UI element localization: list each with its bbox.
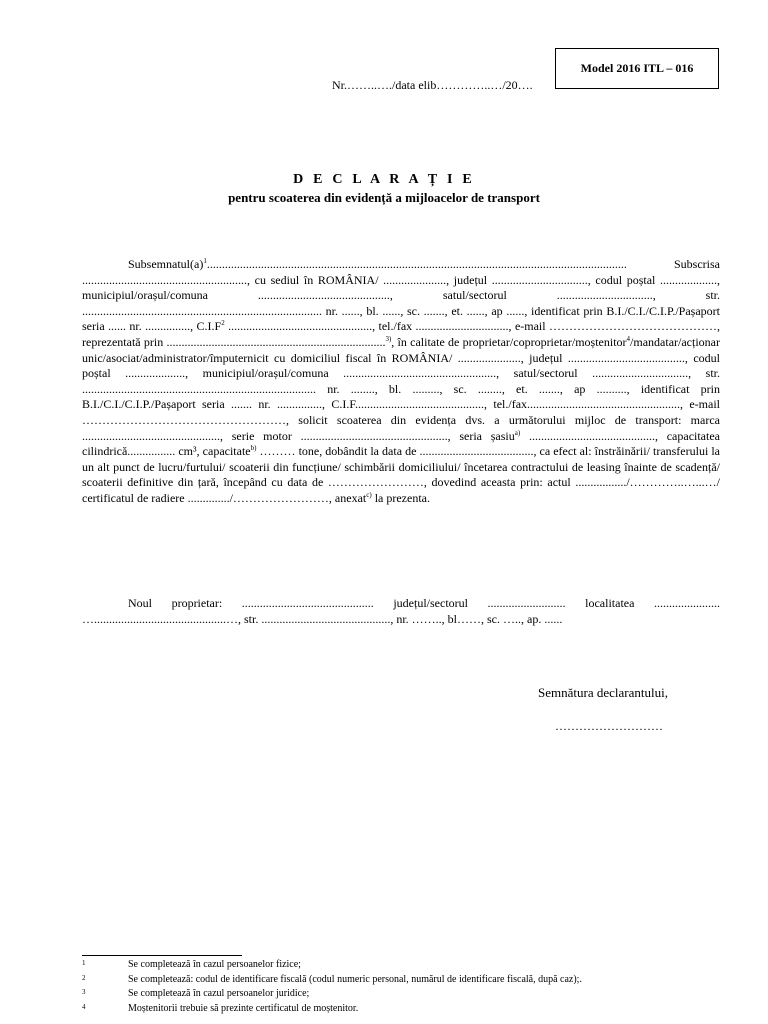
document-subtitle: pentru scoaterea din evidență a mijloacelor de transport bbox=[228, 190, 540, 205]
footnote-item bbox=[82, 1002, 722, 1017]
footnote-item bbox=[82, 973, 722, 988]
signature-line: ……………………… bbox=[555, 719, 663, 733]
footnote-item bbox=[82, 958, 722, 973]
new-owner-text: Noul proprietar: ............................................ județul/sectorul .......................... localitatea ...................... …............................................…, str. ..........................................., nr. …….., bl……, sc. ….., ap. ...... bbox=[82, 596, 720, 626]
footnote-number: 2 bbox=[82, 973, 86, 982]
declaration-text-part: ……… tone, dobândit la data de ......................................, ca efect al: înstrăinării/ transferului la un alt punct de lucru/furtului/ scoaterii din funcțiune/ schimbării domiciliului/ încetarea contractului de leasing înainte de scadență/ scoaterii definitive din țară, începând cu data de ……………………, dovedind aceasta prin: actul ................./…………..…...…/ certificatul de radiere ............../……………………, anexat bbox=[82, 444, 721, 505]
declaration-text-part: ............................................................................................................................................ Subscrisa ......................................................., cu sediul în ROMÂNIA/ ....................., județul ................................, codul poștal ..................., municipiul/orașul/comuna ............................................, satul/sectorul ................................, str. ................................................................................ nr. ......, bl. ......, sc. ......., et. ......, ap ......, identificat prin B.I./C.I./C.I.P./Pașaport seria ...... nr. ..............., C.I.F bbox=[82, 257, 720, 334]
footnote-ref: 1 bbox=[203, 257, 207, 265]
footnote-ref: 3) bbox=[385, 334, 392, 343]
declaration-text-part: ................................................, tel./fax ..............................., e-mail ……………………………………, reprezentată prin ......................................................................... bbox=[82, 319, 720, 349]
registration-number-line: Nr.……..…./data elib…………..…/20…. bbox=[332, 78, 533, 92]
footnote-number: 1 bbox=[82, 959, 86, 967]
footnote-text: Se completează în cazul persoanelor fizice; bbox=[128, 959, 301, 970]
signature-label: Semnătura declarantului, bbox=[538, 685, 668, 700]
footnote-text: Moștenitorii trebuie să prezinte certificatul de moștenitor. bbox=[128, 1002, 359, 1014]
declaration-text-part: Subsemnatul(a) bbox=[128, 257, 204, 271]
declaration-text-part: /mandatar/acționar unic/asociat/administrator/împuternicit cu domiciliul fiscal în ROMÂNIA/ ....................., județul ......................................., codul poștal ...................., municipiul/orașul/comuna ..................................................., satul/sectorul ................................, str. .............................................................................. nr. ........, bl. ........., sc. ........, et. ......., ap .........., identificat prin B.I./C.I./C.I.P./Pașaport seria ....... nr. ..............., C.I.F..........................................., tel./fax..................................................., e-mail ……………………………………………, solicit scoaterea din evidența dvs. a următorului mijloc de transport: marca .............................................., serie motor ................................................., seria șasiu bbox=[82, 334, 720, 443]
footnote-number: 4 bbox=[82, 1002, 86, 1011]
footnote-text: Se completează: codul de identificare fiscală (codul numeric personal, numărul de identificare fiscală, după caz);. bbox=[128, 973, 582, 985]
form-model-code: Model 2016 ITL – 016 bbox=[580, 61, 694, 75]
new-owner-paragraph bbox=[82, 596, 720, 627]
footnote-text: Se completează în cazul persoanelor juridice; bbox=[128, 988, 310, 999]
footnote-ref: a) bbox=[514, 428, 521, 437]
form-model-box bbox=[555, 48, 719, 89]
footnote-ref: 4 bbox=[626, 334, 631, 343]
declaration-text-part: .........................................., capacitatea cilindrică................ cm³, capacitate bbox=[82, 428, 720, 459]
footnote-item bbox=[82, 987, 722, 1002]
declaration-paragraph bbox=[82, 257, 720, 507]
footnote-ref: b) bbox=[250, 444, 257, 453]
footnotes bbox=[82, 958, 722, 1016]
declaration-text-part: la prezenta. bbox=[371, 490, 430, 505]
declaration-text-part: , în calitate de proprietar/coproprietar/moștenitor bbox=[391, 334, 627, 349]
footnote-number: 3 bbox=[82, 988, 86, 996]
footnote-ref: 2 bbox=[221, 319, 225, 328]
footnote-ref: c) bbox=[366, 490, 372, 499]
footnote-divider bbox=[82, 955, 242, 956]
document-title: D E C L A R A Ț I E bbox=[293, 172, 475, 187]
